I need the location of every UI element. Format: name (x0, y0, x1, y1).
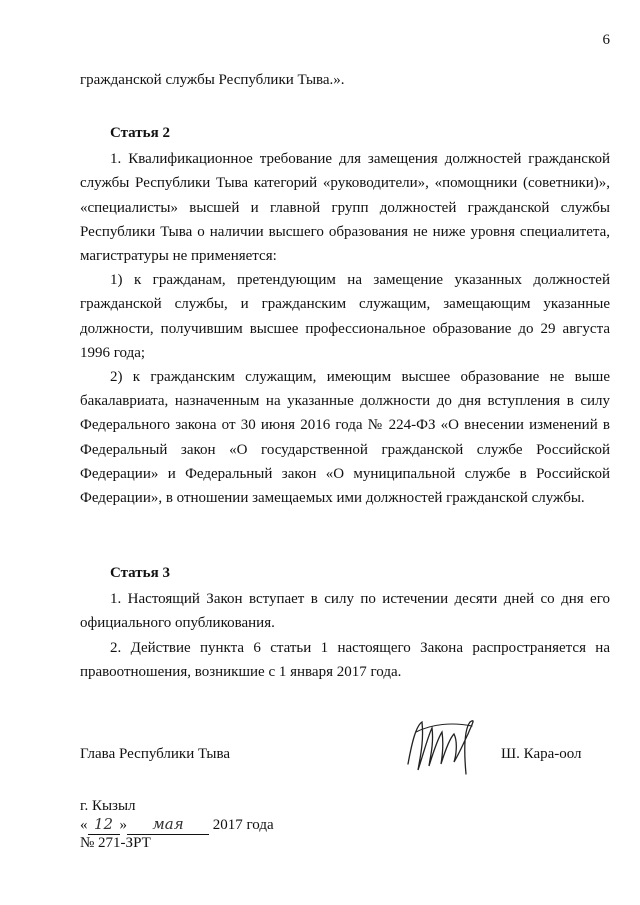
article-3-paragraph-1: 1. Настоящий Закон вступает в силу по истечении десяти дней со дня его официального опубликования. (80, 591, 610, 632)
date-day: 12 (93, 815, 114, 833)
date-month: мая (152, 815, 184, 833)
signatory-title: Глава Республики Тыва (80, 746, 231, 762)
law-number: № 271-ЗРТ (80, 835, 151, 851)
signatory-name: Ш. Кара-оол (501, 746, 582, 762)
article-2-paragraph-3: 2) к гражданским служащим, имеющим высшее образование не выше бакалавриата, назначенным на указанные должности до дня вступления в силу Федерального закона от 30 июня 2016 года № 224-ФЗ «О внесении изменений в Федеральный закон «О государственной гражданской службе Российской Федерации» и Федеральный закон «О муниципальной службе в Российской Федерации», в отношении замещаемых ими должностей гражданской службы. (80, 369, 610, 507)
date-close-quote: » (119, 817, 127, 833)
date-open-quote: « (80, 817, 88, 833)
article-2-paragraph-1: 1. Квалификационное требование для замещения должностей гражданской службы Республики Тыва категорий «руководители», «помощники (советники)», «специалисты» высшей и главной групп должностей гражданской службы Республики Тыва о наличии высшего образования не ниже уровня специалитета, магистратуры не применяется: (80, 151, 610, 265)
article-3-heading: Статья 3 (110, 565, 170, 581)
article-2-heading: Статья 2 (110, 125, 170, 141)
article-2 (80, 121, 610, 510)
article-3 (80, 561, 610, 684)
intro-line: гражданской службы Республики Тыва.». (80, 72, 345, 88)
date-year: 2017 года (212, 817, 274, 833)
signing-date (80, 815, 274, 835)
page-number: 6 (602, 32, 610, 48)
handwritten-signature (402, 712, 482, 778)
intro-text (80, 68, 610, 92)
article-3-paragraph-2: 2. Действие пункта 6 статьи 1 настоящего Закона распространяется на правоотношения, возникшие с 1 января 2017 года. (80, 639, 610, 680)
signing-city: г. Кызыл (80, 798, 136, 814)
article-2-paragraph-2: 1) к гражданам, претендующим на замещение указанных должностей гражданской службы, и гражданским служащим, замещающим указанные должности, получившим высшее профессиональное образование до 29 августа 1996 года; (80, 272, 610, 361)
